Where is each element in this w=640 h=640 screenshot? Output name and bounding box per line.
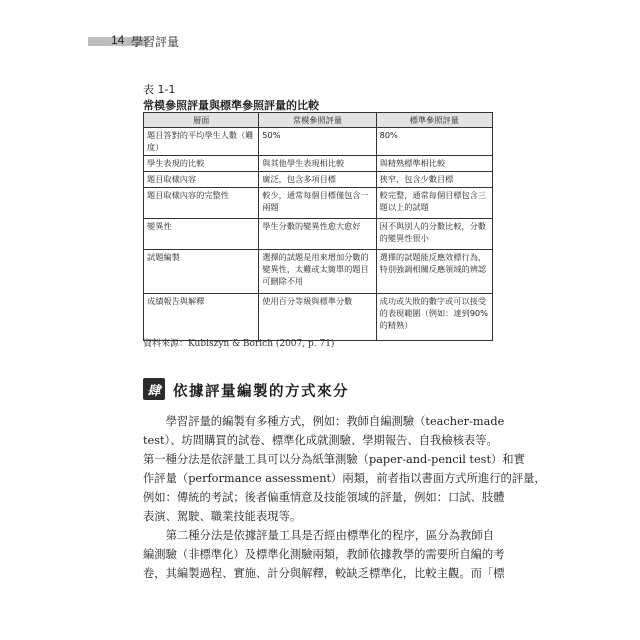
table-row bbox=[144, 156, 493, 172]
table-cell: 較完整，通常每個目標包含三題以上的試題 bbox=[376, 188, 492, 219]
table-row bbox=[144, 250, 493, 294]
table-label: 表 1-1 bbox=[143, 83, 176, 96]
table-row bbox=[144, 219, 493, 250]
table-cell: 學生表現的比較 bbox=[144, 156, 259, 172]
body-line: 卷，其編製過程、實施、計分與解釋，較缺乏標準化，比較主觀。而「標 bbox=[143, 567, 505, 580]
table-cell: 80% bbox=[376, 128, 492, 156]
table-source-note: 資料來源：Kubiszyn & Borich (2007, p. 71) bbox=[143, 339, 335, 349]
section-number: 肆 bbox=[147, 383, 161, 399]
running-head: 學習評量 bbox=[131, 35, 180, 49]
table-cell: 因不與別人的分數比較，分數的變異性很小 bbox=[376, 219, 492, 250]
page-number: 14 bbox=[111, 33, 125, 47]
table-cell: 變異性 bbox=[144, 219, 259, 250]
table-row bbox=[144, 128, 493, 156]
body-line: 例如：傳統的考試；後者偏重情意及技能領域的評量，例如：口試、肢體 bbox=[143, 491, 505, 504]
table-header-cell: 標準參照評量 bbox=[376, 113, 492, 128]
table-cell: 較少，通常每個目標僅包含一兩題 bbox=[259, 188, 376, 219]
body-line: test）、坊間購買的試卷、標準化成就測驗、學期報告、自我檢核表等。 bbox=[143, 434, 498, 447]
body-line: 表演、駕駛、職業技能表現等。 bbox=[143, 510, 302, 523]
table-header-row bbox=[144, 113, 493, 128]
body-text bbox=[143, 412, 546, 583]
table-cell: 成績報告與解釋 bbox=[144, 294, 259, 341]
table-cell: 試題編製 bbox=[144, 250, 259, 294]
table-cell: 與其他學生表現相比較 bbox=[259, 156, 376, 172]
body-line: 學習評量的編製有多種方式，例如：教師自編測驗（teacher-made bbox=[143, 415, 505, 428]
table-cell: 選擇的試題能反應效標行為，特別強調相關反應領域的辨認 bbox=[376, 250, 492, 294]
table-cell: 題目答對的平均學生人數（難度） bbox=[144, 128, 259, 156]
table-row bbox=[144, 188, 493, 219]
table-row bbox=[144, 294, 493, 341]
table-title: 常模參照評量與標準參照評量的比較 bbox=[143, 99, 319, 112]
table-cell: 選擇的試題是用來增加分數的變異性，太難或太簡單的題目可刪除不用 bbox=[259, 250, 376, 294]
table-header-cell: 常模參照評量 bbox=[259, 113, 376, 128]
table-cell: 成功或失敗的數字或可以接受的表現範圍（例如：達到90% 的精熟） bbox=[376, 294, 492, 341]
table-cell: 與精熟標準相比較 bbox=[376, 156, 492, 172]
table-header-cell: 層面 bbox=[144, 113, 259, 128]
body-line: 編測驗（非標準化）及標準化測驗兩類，教師依據教學的需要所自編的考 bbox=[143, 548, 505, 561]
section-number-badge bbox=[143, 378, 165, 400]
table-row bbox=[144, 172, 493, 188]
table-cell: 廣泛，包含多項目標 bbox=[259, 172, 376, 188]
body-line: 第一種分法是依評量工具可以分為紙筆測驗（paper-and-pencil test）和實 bbox=[143, 453, 525, 466]
table-cell: 題目取樣內容 bbox=[144, 172, 259, 188]
table-cell: 使用百分等級與標準分數 bbox=[259, 294, 376, 341]
body-line: 第二種分法是依據評量工具是否經由標準化的程序，區分為教師自 bbox=[143, 529, 494, 542]
table-cell: 學生分數的變異性愈大愈好 bbox=[259, 219, 376, 250]
comparison-table bbox=[143, 112, 493, 341]
body-line: 作評量（performance assessment）兩類，前者指以書面方式所進行的評量， bbox=[143, 472, 546, 485]
table-cell: 50% bbox=[259, 128, 376, 156]
table-cell: 狹窄，包含少數目標 bbox=[376, 172, 492, 188]
section-heading: 依據評量編製的方式來分 bbox=[173, 383, 349, 400]
table-cell: 題目取樣內容的完整性 bbox=[144, 188, 259, 219]
